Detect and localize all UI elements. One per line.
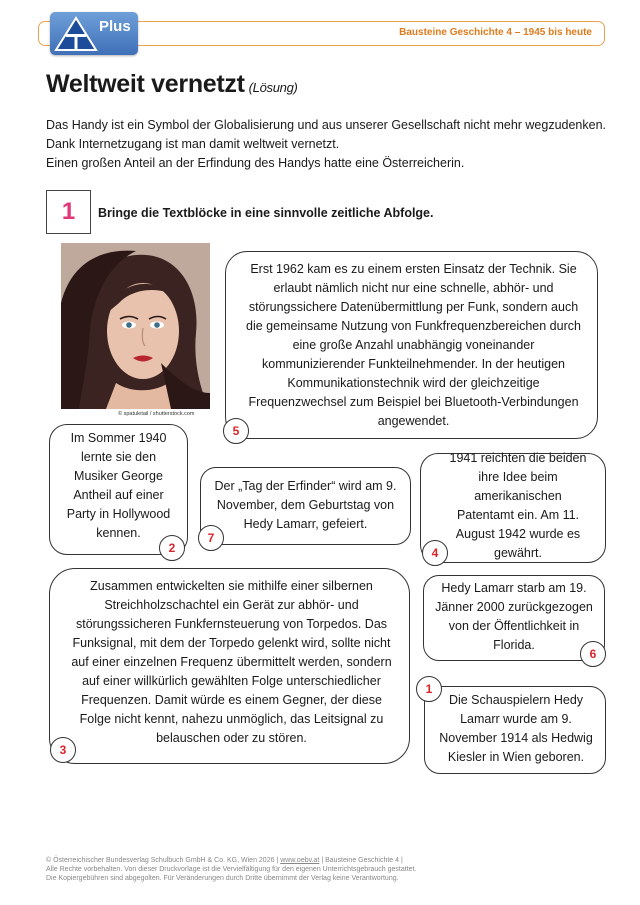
task-number: 1 bbox=[61, 198, 76, 225]
footer-copyright: © Österreichischer Bundesverlag Schulbuch GmbH & Co. KG, Wien 2026 | bbox=[46, 857, 281, 864]
triangle-logo-icon bbox=[54, 16, 98, 52]
order-number-6-label: 6 bbox=[589, 647, 597, 661]
order-number-5-label: 5 bbox=[232, 424, 240, 438]
text-block-card-6 bbox=[423, 575, 605, 661]
card-6-text: Hedy Lamarr starb am 19. Jänner 2000 zurückgezogen von der Öffentlichkeit in Florida. bbox=[435, 581, 593, 652]
intro-line-3: Einen großen Anteil an der Erfindung des Handys hatte eine Österreicherin. bbox=[46, 156, 465, 170]
text-block-card-5 bbox=[225, 251, 598, 439]
card-2-text: Im Sommer 1940 lernte sie den Musiker George Antheil auf einer Party in Hollywood kennen. bbox=[66, 430, 171, 540]
text-block-card-1 bbox=[424, 686, 606, 774]
card-3-text: Zusammen entwickelten sie mithilfe einer silbernen Streichholzschachtel ein Gerät zur abhör- und störungssicheren Funkfernsteuerung von Torpedos. Das Funksignal, mit dem der Torpedo gelenkt wird, sollte nicht auf einer einzelnen Frequenz übermittelt werden, sondern auf einer willkürlich gewählten Folge unterschiedlicher Frequenzen. Damit würde es einem Gegner, der diese Folge nicht kennt, nahezu unmöglich, das Leitsignal zu belauschen oder zu stören. bbox=[71, 578, 392, 745]
order-number-7-label: 7 bbox=[207, 531, 215, 545]
hedy-lamarr-portrait bbox=[61, 243, 210, 409]
footer-line-3: Die Kopiergebühren sind abgegolten. Für Veränderungen durch Dritte übernimmt der Verlag keine Verantwortung. bbox=[46, 875, 399, 882]
publisher-logo bbox=[50, 12, 138, 55]
order-number-4-label: 4 bbox=[431, 546, 439, 560]
footer-series: | Bausteine Geschichte 4 | bbox=[319, 857, 403, 864]
header-title: Bausteine Geschichte 4 – 1945 bis heute bbox=[399, 27, 592, 38]
card-4-text: 1941 reichten die beiden ihre Idee beim amerikanischen Patentamt ein. Am 11. August 1942 wurde es gewährt. bbox=[449, 451, 587, 560]
page-subtitle: (Lösung) bbox=[248, 80, 298, 95]
order-number-5 bbox=[223, 418, 249, 444]
logo-text: Plus bbox=[99, 18, 131, 35]
footer bbox=[46, 856, 416, 883]
intro-line-1: Das Handy ist ein Symbol der Globalisierung und aus unserer Gesellschaft nicht mehr wegzudenken. bbox=[46, 118, 607, 132]
order-number-2-label: 2 bbox=[168, 541, 176, 555]
order-number-1-label: 1 bbox=[425, 682, 433, 696]
footer-line-2: Alle Rechte vorbehalten. Von dieser Druckvorlage ist die Vervielfältigung für den eigenen Unterrichtsgebrauch gestattet. bbox=[46, 866, 417, 873]
footer-line-1 bbox=[46, 856, 416, 865]
order-number-6 bbox=[580, 641, 606, 667]
task-number-box bbox=[46, 190, 91, 234]
task-instruction: Bringe die Textblöcke in eine sinnvolle zeitliche Abfolge. bbox=[98, 206, 434, 220]
order-number-3 bbox=[50, 737, 76, 763]
order-number-4 bbox=[422, 540, 448, 566]
order-number-7 bbox=[198, 525, 224, 551]
card-5-text: Erst 1962 kam es zu einem ersten Einsatz der Technik. Sie erlaubt nämlich nicht nur eine schnelle, abhör- und störungssichere Datenübermittlung per Funk, sondern auch die gemeinsame Nutzung von Funkfrequenzbereichen durch eine große Anzahl unabhängig voneinander kommunizierender Funkteilnehmender. In der heutigen Kommunikationstechnik wird der gleichzeitige Frequenzwechsel zum Beispiel bei Bluetooth-Verbindungen angewendet. bbox=[246, 261, 581, 428]
page-title bbox=[46, 70, 298, 99]
photo-credit: © spatuletail / shutterstock.com bbox=[118, 411, 195, 417]
footer-link[interactable]: www.oebv.at bbox=[280, 857, 320, 864]
card-1-text: Die Schauspielern Hedy Lamarr wurde am 9. November 1914 als Hedwig Kiesler in Wien geboren. bbox=[439, 693, 593, 764]
card-7-text: Der „Tag der Erfinder“ wird am 9. November, dem Geburtstag von Hedy Lamarr, gefeiert. bbox=[214, 478, 397, 531]
text-block-card-3 bbox=[49, 568, 410, 764]
text-block-card-7 bbox=[200, 467, 411, 545]
text-block-card-4 bbox=[420, 453, 606, 563]
order-number-2 bbox=[159, 535, 185, 561]
order-number-1 bbox=[416, 676, 442, 702]
order-number-3-label: 3 bbox=[59, 743, 67, 757]
intro-line-2: Dank Internetzugang ist man damit weltweit vernetzt. bbox=[46, 137, 340, 151]
title-text: Weltweit vernetzt bbox=[46, 70, 245, 98]
